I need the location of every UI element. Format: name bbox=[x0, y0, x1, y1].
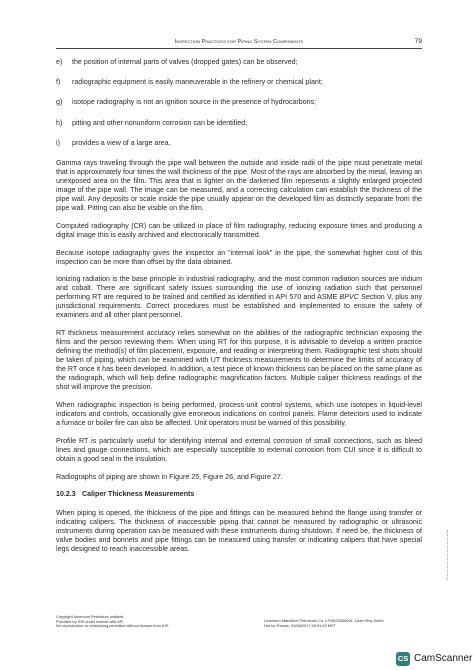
section-title: Caliper Thickness Measurements bbox=[82, 490, 195, 499]
list-item-label: h) bbox=[56, 118, 63, 127]
camscanner-watermark bbox=[396, 651, 472, 666]
ionizing-text-end: Section V, plus any jurisdictional requirements. Correct procedures must be established and implemented to ensure the safety of examiners and all other plant personnel. bbox=[56, 293, 422, 320]
list-item bbox=[56, 78, 422, 87]
paragraph-figures: Radiographs of piping are shown in Figure 25, Figure 26, and Figure 27. bbox=[56, 472, 283, 481]
list-item bbox=[56, 58, 422, 67]
list-item-label: f) bbox=[56, 78, 61, 87]
section-number: 10.2.3 bbox=[56, 490, 76, 499]
list-item bbox=[56, 98, 422, 107]
list-item-label: g) bbox=[56, 98, 63, 107]
ionizing-text-emphasis: BPVC bbox=[339, 293, 359, 302]
list-item-label: i) bbox=[56, 138, 60, 147]
paragraph-rt-thickness: RT thickness measurement accuracy relies somewhat on the abilities of the radiographic technician exposing the films and the person reviewing them. When using RT for this purpose, it is advisable to develop a written practice defining the method(s) of film placement, exposure, and reading or interpreting them. Radiographic test shots should be taken of piping, which can be examined with UT thickness measurements to determine the limits of accuracy of the RT once it has been developed. In addition, a test piece of known thickness can be placed on the same plane as the radiograph, which will help define radiographic magnification factors. Multiple caliper thickness readings of the shot will improve the precision. bbox=[56, 329, 422, 392]
resale-line: Not for Resale, 03/06/2017 09:31:20 MST bbox=[264, 622, 337, 628]
section-heading bbox=[56, 490, 422, 499]
licensee-footer bbox=[264, 619, 384, 628]
camscanner-logo-icon: CS bbox=[396, 652, 410, 666]
list-item-text: pitting and other nonuniform corrosion can be identified; bbox=[72, 118, 248, 127]
paragraph-computed-radiography: Computed radiography (CR) can be utilized in place of film radiography, reducing exposure times and producing a digital image this is easily archived and electronically transmitted. bbox=[56, 221, 422, 239]
ionizing-text-start: Ionizing radiation is the base principle in industrial radiography, and the most common radiation sources are iridium and cobalt. There are significant safety issues surrounding the use of ionizing radiation such that personnel performing RT are required to be trained and certified as identified in API 570 and ASME bbox=[56, 275, 422, 302]
list-item-text: the position of internal parts of valves (dropped gates) can be observed; bbox=[72, 58, 298, 66]
page-body bbox=[56, 58, 422, 562]
paragraph-profile-rt: Profile RT is particularly useful for identifying internal and external corrosion of small connections, such as bleed lines and gauge connections, which are especially susceptible to external corrosion from CUI since it is difficult to obtain a good seal in the insulation. bbox=[56, 436, 422, 463]
list-item-label: e) bbox=[56, 58, 63, 66]
list-item-text: provides a view of a large area. bbox=[72, 138, 171, 147]
paragraph-caliper: When piping is opened, the thickness of the pipe and fittings can be measured behind the flange using transfer or indicating calipers. The thickness of inaccessible piping that cannot be measured by radiographic or ultrasonic instruments during operation can be measured with these instruments during shutdown. If need be, the thickness of valve bodies and bonnets and pipe fittings can be measured using transfer or indicating calipers that have special legs designed to reach inaccessible areas. bbox=[56, 508, 422, 553]
paragraph-gamma-rays: Gamma rays traveling through the pipe wall between the outside and inside radii of the pipe must penetrate metal that is approximately four times the wall thickness of the pipe. Most of the rays are absorbed by the metal, leaving an unexposed area on the film. This area that is lighter on the darkened film represents a slightly enlarged projected image of the pipe wall. The image can be measured, and a correcting calculation can establish the thickness of the pipe wall. Any deposits or scale inside the pipe usually appear on the developed film as distinctly separate from the pipe wall. Pitting can also be visible on the film. bbox=[56, 158, 422, 212]
list-item-text: radiographic equipment is easily maneuverable in the refinery or chemical plant; bbox=[72, 78, 323, 87]
list-item bbox=[56, 139, 422, 148]
copyright-line: Copyright American Petroleum Institute bbox=[56, 614, 124, 619]
margin-scan-mark bbox=[447, 530, 451, 580]
copyright-footer bbox=[56, 615, 168, 629]
page-number: 79 bbox=[414, 38, 422, 45]
list-item-text: isotope radiography is not an ignition source in the presence of hydrocarbons; bbox=[72, 98, 317, 107]
list-item bbox=[56, 119, 422, 128]
paragraph-ionizing-radiation bbox=[56, 275, 422, 320]
licensee-line: Licensee=Marathon Petroleum Co. LP/5620056001, User=Roy, Brent bbox=[264, 618, 384, 623]
running-header bbox=[56, 38, 422, 49]
paragraph-isotope-radiography: Because isotope radiography gives the inspector an “internal look” in the pipe, the somewhat higher cost of this inspection can be more than offset by the data obtained. bbox=[56, 248, 422, 266]
header-title: Inspection Practices for Piping System Components bbox=[174, 39, 304, 45]
paragraph-process-unit: When radiographic inspection is being performed, process-unit control systems, which use isotopes in liquid-level indicators and controls, occasionally give erroneous indications on control panels. Flame detectors used to indicate a furnace or boiler fire can also be affected. Unit operators must be warned of this possibility. bbox=[56, 400, 422, 427]
reproduction-line: No reproduction or networking permitted without license from IHS bbox=[56, 623, 169, 629]
license-line: Provided by IHS under license with API bbox=[56, 618, 124, 624]
camscanner-name: CamScanner bbox=[414, 653, 473, 664]
